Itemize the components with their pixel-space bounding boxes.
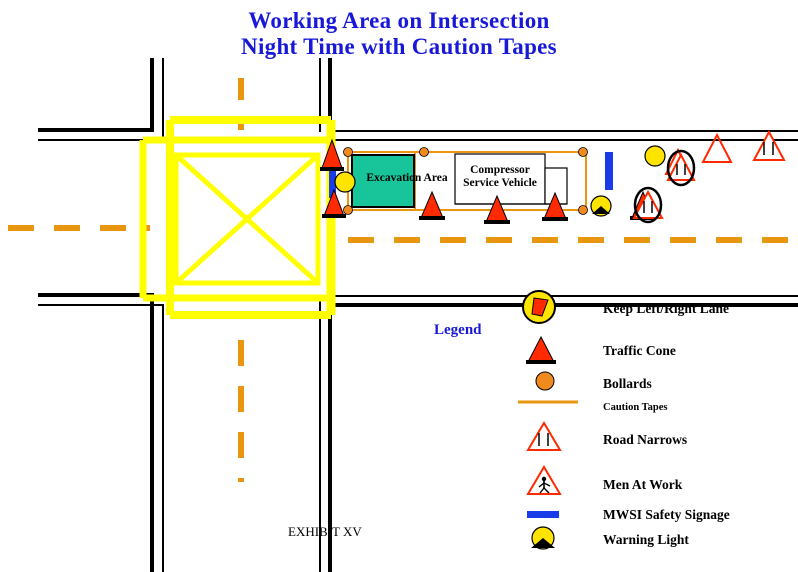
exhibit-label: EXHIBIT XV [288, 524, 362, 539]
legend-label-traffic-cone: Traffic Cone [603, 343, 676, 358]
legend-label-men-at-work: Men At Work [603, 477, 683, 492]
legend-label-bollards: Bollards [603, 376, 652, 391]
vehicle-label-line2: Service Vehicle [463, 177, 537, 189]
page-title-line2: Night Time with Caution Tapes [241, 34, 557, 59]
legend-label-caution-tapes: Caution Tapes [603, 402, 668, 413]
legend-label-keep-left-right-lane: Keep Left/Right Lane [603, 301, 729, 316]
legend-label-road-narrows: Road Narrows [603, 432, 688, 447]
legend-heading: Legend [434, 322, 482, 338]
work-zone-boundary [143, 120, 331, 315]
legend-icons [518, 337, 578, 549]
road-narrows-signs-group [634, 132, 784, 222]
keep-left-right-lane-marker [523, 291, 555, 323]
excavation-area-label: Excavation Area [366, 172, 448, 184]
page-title-line1: Working Area on Intersection [248, 8, 550, 33]
legend-label-warning-light: Warning Light [603, 532, 689, 547]
caution-tape-dashed-lines [8, 78, 792, 482]
vehicle-label-line1: Compressor [470, 164, 530, 176]
legend-label-mwsi-safety-signage: MWSI Safety Signage [603, 507, 730, 522]
